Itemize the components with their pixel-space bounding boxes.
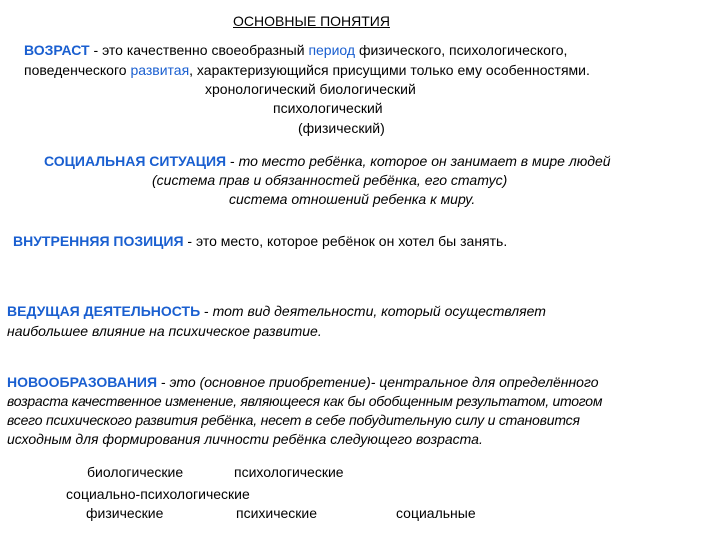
- age-link-period: период: [308, 42, 356, 58]
- type-biological: биологические: [87, 464, 184, 480]
- neo-line4: исходным для формирования личности ребёнка следующего возраста.: [7, 431, 483, 447]
- neo-line1: [7, 373, 599, 392]
- age-definition-line2: [24, 61, 590, 80]
- neo-dash: -: [157, 374, 170, 390]
- neo-line2: возраста качественное изменение, являющееся как бы обобщенным результатом, итогом: [7, 393, 603, 409]
- type-socio-psychological: социально-психологические: [66, 486, 250, 502]
- leading-line1: [7, 302, 546, 321]
- age-definition-line1: [24, 41, 567, 60]
- social-text1: то место ребёнка, которое он занимает в мире людей: [238, 153, 611, 169]
- inner-text: это место, которое ребёнок он хотел бы занять.: [195, 233, 508, 249]
- neo-term: НОВООБРАЗОВАНИЯ: [7, 374, 158, 390]
- age-text3: поведенческого: [24, 62, 131, 78]
- social-dash: -: [226, 153, 239, 169]
- leading-text1: тот вид деятельности, который осуществляет: [212, 303, 546, 319]
- inner-term: ВНУТРЕННЯЯ ПОЗИЦИЯ: [13, 233, 184, 249]
- inner-dash: -: [183, 233, 196, 249]
- social-line1: [44, 152, 611, 171]
- age-text4: , характеризующийся присущими только ему особенностями.: [189, 62, 590, 78]
- type-social: социальные: [396, 505, 476, 521]
- neo-line3: всего психического развития ребёнка, несет в себе побудительную силу и становится: [7, 412, 580, 428]
- type-physical: физические: [86, 505, 164, 521]
- leading-dash: -: [200, 303, 213, 319]
- type-mental: психические: [236, 505, 318, 521]
- neo-text1: это (основное приобретение)- центральное для определённого: [169, 374, 599, 390]
- age-text1: это качественно своеобразный: [102, 42, 309, 58]
- page-title: ОСНОВНЫЕ ПОНЯТИЯ: [233, 13, 390, 29]
- age-kinds-line1: хронологический биологический: [205, 81, 416, 97]
- inner-position-line: [13, 232, 507, 251]
- social-line3: система отношений ребенка к миру.: [229, 191, 476, 207]
- age-text2: физического, психологического,: [355, 42, 568, 58]
- social-term: СОЦИАЛЬНАЯ СИТУАЦИЯ: [44, 153, 227, 169]
- age-kinds-line3: (физический): [298, 120, 385, 136]
- type-psychological: психологические: [234, 464, 344, 480]
- age-term: ВОЗРАСТ: [24, 42, 90, 58]
- leading-term: ВЕДУЩАЯ ДЕЯТЕЛЬНОСТЬ: [7, 303, 201, 319]
- social-line2: (система прав и обязанностей ребёнка, его статус): [152, 172, 508, 188]
- age-kinds-line2: психологический: [273, 100, 383, 116]
- age-dash: -: [89, 42, 103, 58]
- leading-line2: наибольшее влияние на психическое развитие.: [7, 323, 322, 339]
- age-link-development: развитая: [130, 62, 190, 78]
